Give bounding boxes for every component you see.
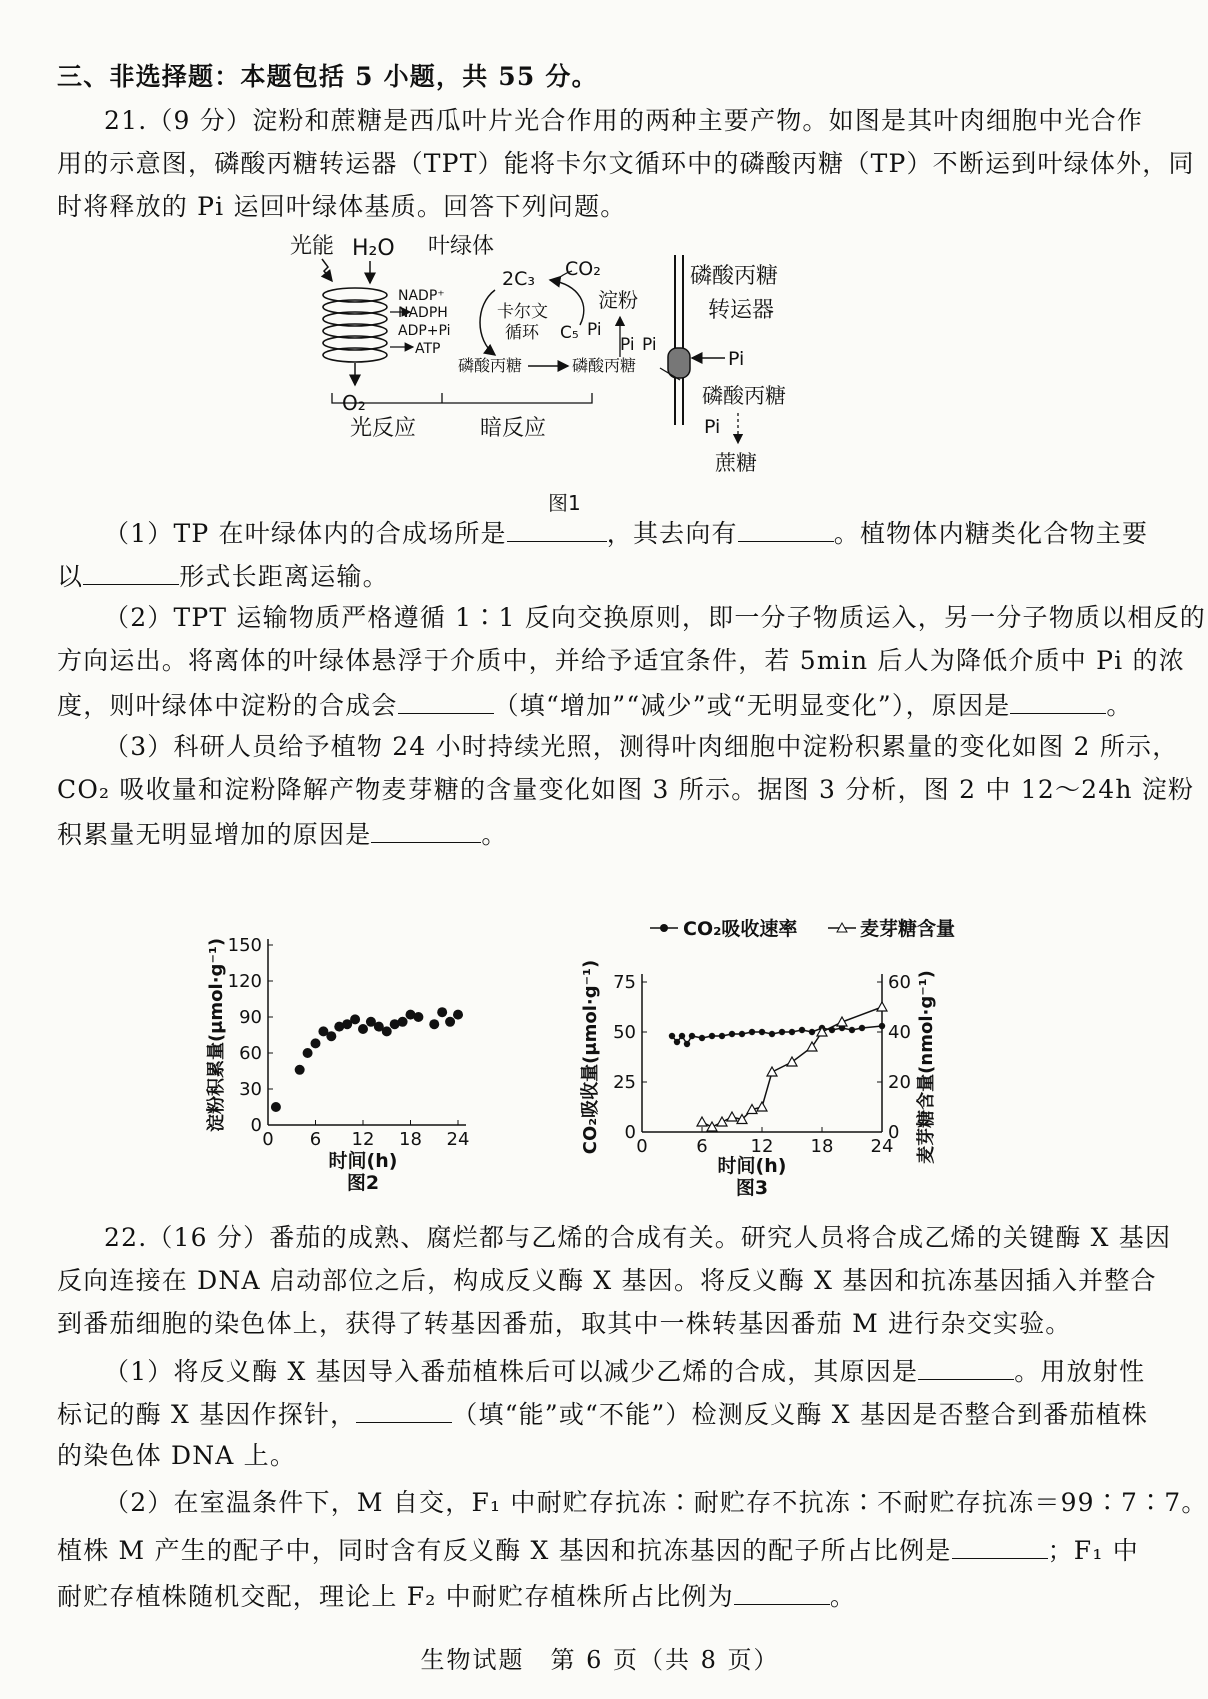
q21-intro-line-2: 用的示意图，磷酸丙糖转运器（TPT）能将卡尔文循环中的磷酸丙糖（TP）不断运到叶绿体外，同	[57, 149, 1195, 178]
y-tick-label: 150	[227, 935, 262, 956]
co2-data-point	[674, 1039, 680, 1045]
page-footer: 生物试题 第 6 页（共 8 页）	[420, 1646, 780, 1674]
q22-intro-line-2: 反向连接在 DNA 启动部位之后，构成反义酶 X 基因。将反义酶 X 基因和抗冻基因插入并整合	[57, 1266, 1157, 1295]
data-point	[358, 1024, 368, 1034]
fig1-co2: CO₂	[565, 258, 601, 280]
x-tick-label: 12	[750, 1136, 774, 1157]
answer-blank-3[interactable]	[83, 558, 179, 585]
q21-p1-text-d: 以	[57, 562, 84, 591]
fig1-tpt-2: 转运器	[708, 298, 775, 323]
light-arrow	[322, 259, 332, 281]
co2-data-point	[749, 1029, 755, 1035]
thylakoid-stack-icon	[323, 288, 387, 362]
answer-blank-7[interactable]	[918, 1353, 1014, 1380]
legend-marker-co2	[660, 924, 668, 932]
section-header: 三、非选择题：本题包括 5 小题，共 55 分。	[57, 62, 598, 91]
data-point	[311, 1038, 321, 1048]
right-y-axis-label: 麦芽糖含量(nmol·g⁻¹)	[916, 970, 937, 1164]
q22-p2-text-a: 植株 M 产生的配子中，同时含有反义酶 X 基因和抗冻基因的配子所占比例是	[57, 1536, 952, 1565]
data-point	[382, 1026, 392, 1036]
q21-p2-text-a: 度，则叶绿体中淀粉的合成会	[57, 691, 398, 720]
legend-label-co2: CO₂吸收速率	[683, 918, 798, 940]
calvin-arrow-left	[480, 290, 495, 355]
answer-blank-9[interactable]	[952, 1532, 1048, 1559]
q22-p2-line-2	[57, 1532, 1139, 1568]
fig1-atp: ATP	[415, 341, 441, 357]
maltose-data-point	[787, 1057, 797, 1066]
q21-p2-line-3	[57, 687, 1133, 723]
data-point	[445, 1017, 455, 1027]
q21-p3-line-1: （3）科研人员给予植物 24 小时持续光照，测得叶肉细胞中淀粉积累量的变化如图 2 所示，	[104, 732, 1179, 761]
left-y-tick-label: 0	[624, 1122, 636, 1143]
co2-data-point	[739, 1031, 745, 1037]
q22-p1-text-d: （填“能”或“不能”）检测反义酶 X 基因是否整合到番茄植株	[452, 1400, 1149, 1429]
x-tick-label: 0	[636, 1136, 648, 1157]
fig1-pi-2: Pi	[620, 335, 635, 355]
y-tick-label: 30	[239, 1079, 262, 1100]
q22-p1-text-c: 标记的酶 X 基因作探针，	[57, 1400, 357, 1429]
legend-label-maltose: 麦芽糖含量	[860, 918, 956, 940]
q21-p2-line-2: 方向运出。将离体的叶绿体悬浮于介质中，并给予适宜条件，若 5min 后人为降低介质中 Pi 的浓	[57, 646, 1185, 675]
maltose-data-point	[767, 1067, 777, 1076]
q21-p2-line-1: （2）TPT 运输物质严格遵循 1∶1 反向交换原则，即一分子物质运入，另一分子物质以相反的	[104, 603, 1206, 632]
data-point	[271, 1102, 281, 1112]
q22-p2-line-1: （2）在室温条件下，M 自交，F₁ 中耐贮存抗冻∶耐贮存不抗冻∶不耐贮存抗冻＝99∶7∶7。	[104, 1488, 1208, 1517]
q21-p1-line-1	[104, 515, 1148, 551]
tpt-transporter-icon	[668, 348, 690, 378]
q21-intro-line-3: 时将释放的 Pi 运回叶绿体基质。回答下列问题。	[57, 192, 627, 221]
fig1-dark-reaction: 暗反应	[480, 416, 547, 441]
q22-p2-text-d: 。	[829, 1582, 857, 1611]
data-point	[413, 1012, 423, 1022]
fig1-chloroplast: 叶绿体	[428, 234, 495, 259]
y-axis-label: 淀粉积累量(μmol·g⁻¹)	[206, 937, 227, 1133]
maltose-data-point	[727, 1112, 737, 1121]
q21-p1-text-a: （1）TP 在叶绿体内的合成场所是	[104, 519, 507, 548]
fig1-c5: C₅	[560, 323, 579, 343]
co2-data-point	[679, 1033, 685, 1039]
fig1-water: H₂O	[352, 236, 395, 261]
fig1-pi-4: Pi	[704, 416, 721, 438]
q21-p3-text-b: 。	[481, 820, 508, 849]
answer-blank-8[interactable]	[356, 1396, 452, 1423]
x-tick-label: 24	[870, 1136, 894, 1157]
right-y-tick-label: 60	[888, 972, 911, 993]
x-tick-label: 12	[351, 1129, 375, 1150]
figure-2-starch-chart	[200, 925, 500, 1194]
q21-intro-line-1: 21.（9 分）淀粉和蔗糖是西瓜叶片光合作用的两种主要产物。如图是其叶肉细胞中光合作	[104, 106, 1144, 135]
fig1-sucrose: 蔗糖	[715, 451, 757, 475]
data-point	[453, 1010, 463, 1020]
fig1-calvin-2: 循环	[505, 323, 539, 343]
co2-data-point	[689, 1033, 695, 1039]
fig1-pi-3: Pi	[642, 335, 657, 355]
left-y-tick-label: 50	[613, 1022, 636, 1043]
data-point	[303, 1048, 313, 1058]
co2-data-point	[799, 1027, 805, 1033]
figure-1-photosynthesis-diagram	[280, 225, 900, 520]
answer-blank-2[interactable]	[738, 515, 834, 542]
right-y-tick-label: 0	[888, 1122, 900, 1143]
q22-p2-text-b: ；F₁ 中	[1047, 1536, 1139, 1565]
maltose-data-point	[717, 1117, 727, 1126]
co2-data-point	[849, 1027, 855, 1033]
q21-p3-text-a: 积累量无明显增加的原因是	[57, 820, 372, 849]
answer-blank-4[interactable]	[398, 687, 494, 714]
calvin-arrow-right	[550, 280, 584, 325]
answer-blank-5[interactable]	[1010, 687, 1106, 714]
right-y-tick-label: 20	[888, 1072, 911, 1093]
q21-p3-line-2: CO₂ 吸收量和淀粉降解产物麦芽糖的含量变化如图 3 所示。据图 3 分析，图 2 中 12～24h 淀粉	[57, 775, 1195, 804]
y-tick-label: 120	[227, 971, 262, 992]
q21-p1-text-e: 形式长距离运输。	[179, 562, 389, 591]
q22-p2-text-c: 耐贮存植株随机交配，理论上 F₂ 中耐贮存植株所占比例为	[57, 1582, 734, 1611]
answer-blank-1[interactable]	[507, 515, 607, 542]
data-point	[398, 1017, 408, 1027]
right-y-tick-label: 40	[888, 1022, 911, 1043]
fig1-tp-out: 磷酸丙糖	[702, 384, 786, 408]
q22-p2-line-3	[57, 1578, 856, 1614]
fig1-o2: O₂	[342, 391, 366, 415]
fig1-pi-inner: Pi	[587, 320, 602, 340]
left-y-tick-label: 25	[613, 1072, 636, 1093]
fig1-tp-2: 磷酸丙糖	[572, 356, 637, 375]
fig1-c3: 2C₃	[502, 268, 535, 290]
x-axis-label: 时间(h)	[328, 1150, 398, 1172]
answer-blank-10[interactable]	[734, 1578, 830, 1605]
fig1-pi-outer: Pi	[728, 348, 745, 370]
fig1-light-reaction: 光反应	[350, 416, 417, 441]
maltose-data-point	[757, 1102, 767, 1111]
co2-data-point	[859, 1025, 865, 1031]
co2-data-point	[699, 1035, 705, 1041]
y-tick-label: 60	[239, 1043, 262, 1064]
y-tick-label: 90	[239, 1007, 262, 1028]
maltose-data-point	[807, 1042, 817, 1051]
data-point	[429, 1019, 439, 1029]
reaction-brackets	[332, 393, 592, 403]
data-point	[295, 1065, 305, 1075]
x-tick-label: 0	[262, 1129, 274, 1150]
series-line-maltose	[702, 1007, 882, 1127]
chloroplast-membrane	[675, 255, 683, 425]
x-axis-label: 时间(h)	[717, 1155, 787, 1177]
left-y-axis-label: CO₂吸收量(μmol·g⁻¹)	[580, 959, 601, 1155]
co2-data-point	[879, 1023, 885, 1029]
fig1-caption: 图1	[548, 491, 581, 515]
chart-caption: 图3	[735, 1177, 769, 1199]
x-tick-label: 18	[810, 1136, 834, 1157]
q21-p1-text-b: ，其去向有	[606, 519, 738, 548]
fig1-nadp: NADP⁺	[398, 288, 445, 304]
maltose-data-point	[877, 1002, 887, 1011]
co2-data-point	[779, 1029, 785, 1035]
data-point	[437, 1007, 447, 1017]
maltose-data-point	[697, 1117, 707, 1126]
co2-data-point	[769, 1031, 775, 1037]
fig1-tpt-1: 磷酸丙糖	[690, 264, 779, 289]
q21-p3-line-3	[57, 816, 508, 852]
q21-p2-text-b: （填“增加”“减少”或“无明显变化”），原因是	[493, 691, 1011, 720]
fig1-adp: ADP+Pi	[398, 323, 451, 339]
q22-intro-line-1: 22.（16 分）番茄的成熟、腐烂都与乙烯的合成有关。研究人员将合成乙烯的关键酶 X 基因	[104, 1223, 1172, 1252]
q21-p1-text-c: 。植物体内糖类化合物主要	[833, 519, 1149, 548]
figure-3-co2-maltose-chart	[580, 910, 1000, 1199]
x-tick-label: 6	[696, 1136, 708, 1157]
data-point	[350, 1014, 360, 1024]
chart-caption: 图2	[346, 1172, 380, 1194]
co2-data-point	[789, 1029, 795, 1035]
co2-data-point	[669, 1033, 675, 1039]
fig1-calvin-1: 卡尔文	[497, 302, 548, 322]
x-tick-label: 6	[309, 1129, 322, 1150]
x-tick-label: 24	[446, 1129, 470, 1150]
fig1-starch: 淀粉	[598, 288, 638, 312]
y-tick-label: 0	[250, 1115, 262, 1136]
fig1-tp-1: 磷酸丙糖	[458, 356, 523, 375]
q22-intro-line-3: 到番茄细胞的染色体上，获得了转基因番茄，取其中一株转基因番茄 M 进行杂交实验。	[57, 1309, 1072, 1338]
co2-data-point	[709, 1033, 715, 1039]
maltose-data-point	[707, 1122, 717, 1131]
data-point	[326, 1031, 336, 1041]
left-y-tick-label: 75	[613, 972, 636, 993]
answer-blank-6[interactable]	[371, 816, 481, 843]
q22-p1-line-2	[57, 1396, 1148, 1432]
q22-p1-line-3: 的染色体 DNA 上。	[57, 1441, 297, 1470]
co2-data-point	[684, 1041, 690, 1047]
co2-data-point	[809, 1029, 815, 1035]
q22-p1-text-a: （1）将反义酶 X 基因导入番茄植株后可以减少乙烯的合成，其原因是	[104, 1357, 919, 1386]
q21-p2-text-c: 。	[1106, 691, 1133, 720]
co2-data-point	[719, 1033, 725, 1039]
fig1-nadph: NADPH	[398, 305, 448, 321]
q22-p1-text-b: 。用放射性	[1014, 1357, 1146, 1386]
q21-p1-line-2	[57, 558, 389, 594]
co2-data-point	[729, 1031, 735, 1037]
fig1-light: 光能	[290, 234, 335, 259]
x-tick-label: 18	[399, 1129, 422, 1150]
co2-data-point	[759, 1029, 765, 1035]
maltose-data-point	[837, 1017, 847, 1026]
q22-p1-line-1	[104, 1353, 1145, 1389]
